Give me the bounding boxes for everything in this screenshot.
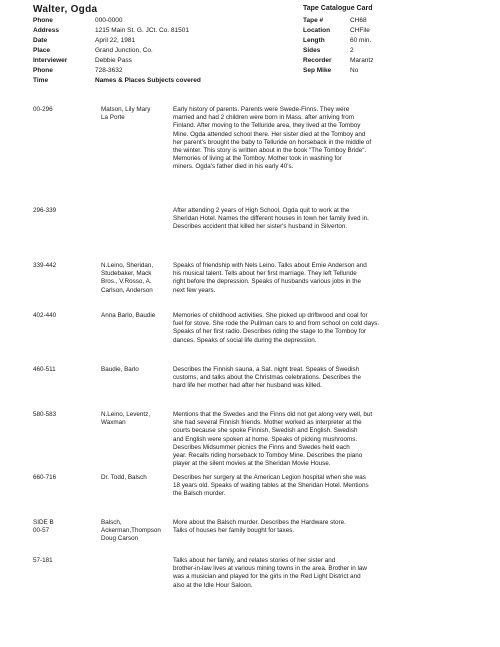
names-line: Bros., V.Rosso, A. [101,278,152,286]
names-line: Waxman [101,419,126,427]
subjects-covered [173,474,467,499]
subject-line: right before the depression. Speaks of husbands various jobs in the [173,278,361,286]
meta-row [303,66,373,76]
field-value: 000-0000 [95,17,123,24]
names-line: Studebaker, Mack [101,270,152,278]
subject-line: Finland. After moving to the Telluride area, they lived at the Tomboy [173,122,361,130]
subject-line: the Balsch murder. [173,490,226,498]
field-label: Address [33,27,60,34]
field-label: Phone [33,17,53,24]
field-value: CHFile [350,27,370,34]
interviewee-name: Walter, Ogda [33,4,98,15]
subjects-covered [173,366,467,391]
names-and-places [101,519,171,544]
meta-row [33,16,189,26]
card-title: Tape Catalogue Card [303,5,373,12]
subject-line: Memories of living at the Tomboy. Mother took in washing for [173,155,342,163]
field-label: Sides [303,47,321,54]
tape-time-range: 580-583 [33,411,57,418]
field-label: Place [33,47,50,54]
tape-time-range: 660-716 [33,474,57,481]
subject-line: his musical talent. Tells about her first marriage. They left Telluride [173,270,357,278]
meta-left [33,16,201,86]
subject-line: Talks about her family, and relates stories of her sister and [173,557,336,564]
field-value: 2 [350,47,354,54]
names-line: Matson, Lily Mary [101,106,151,113]
field-value: Debbie Pass [95,57,132,64]
tape-time-range: 460-511 [33,366,56,373]
field-value: Marantz [350,57,374,64]
field-value: April 22, 1981 [95,37,136,44]
names-line: Dr. Todd, Balsch [101,474,147,481]
subject-line: also at the Idle Hour Saloon. [173,581,253,589]
tape-time-range: 402-440 [33,312,57,319]
field-value: 728-3632 [95,67,123,74]
subject-line: year. Recalls riding horseback to Tomboy Mine. Describes the piano [173,452,363,460]
names-and-places [101,106,171,122]
subject-line: the winter. This story is written about in the book "The Tomboy Bride". [173,147,367,155]
subject-line: Describes Midsummer picnics the Finns and Swedes held each [173,443,350,451]
subject-line: fuel for stove. She rode the Pullman cars to and from school on cold days. [173,320,380,328]
subject-line: Sheridan Hotel. Names the different houses in town her family lived in. [173,215,369,223]
meta-row [33,36,189,46]
field-label: Interviewer [33,57,68,64]
subjects-covered [173,519,467,535]
meta-row [33,76,201,86]
subject-line: Describes accident that killed her sister's husband in Silverton. [173,223,348,231]
field-label: Date [33,37,48,44]
field-value: Grand Junction, Co. [95,47,153,54]
subjects-covered [173,207,467,232]
names-and-places [101,312,171,320]
subjects-covered [173,106,467,172]
meta-row [33,56,189,66]
meta-right [303,16,373,76]
names-and-places [101,366,171,374]
subject-line: she had several Finnish friends. Mother worked as interpreter at the [173,419,362,427]
meta-row [33,46,189,56]
subject-line: player at the silent movies at the Sheridan Movie House. [173,460,331,468]
subject-line: hard life her mother had after her husband was killed. [173,382,322,390]
field-label: Sep Mike [303,67,332,74]
subject-line: was a musician and played for the girls in the Red Light District and [173,573,361,581]
tape-time-range: 339-442 [33,262,57,269]
subjects-covered [173,262,467,295]
field-value: No [350,67,359,74]
names-line: Ackerman,Thompson [101,527,161,535]
names-line: Anna Barlo, Baudie [101,312,156,319]
tape-time-range: 296-339 [33,207,57,214]
subjects-covered [173,411,467,468]
meta-row [303,36,373,46]
meta-row [303,46,373,56]
subject-line: Mine. Ogda attended school there. Her sister died at the Tomboy and [173,130,366,138]
subject-line: 18 years old. Speaks of waiting tables at the Sheridan Hotel. Mentions [173,482,369,490]
field-label: Time [33,77,49,84]
names-line: Balsch, [101,519,122,526]
subject-line: Memories of childhood activities. She picked up driftwood and coal for [173,312,368,319]
field-label: Recorder [303,57,332,64]
subject-line: next few years. [173,286,216,294]
subject-line: After attending 2 years of High School, Ogda quit to work at the [173,207,350,214]
names-line: N.Leino, Sheridan, [101,262,154,269]
tape-time-range: 57-181 [33,557,53,564]
meta-row [303,16,373,26]
field-label: Location [303,27,331,34]
field-value: CH68 [350,17,367,24]
subject-line: customs, and talks about the Christmas celebrations. Describes the [173,374,361,382]
meta-row [303,26,373,36]
subject-line: courts because she spoke Finnish, Swedish and English. Swedish [173,427,358,435]
field-value: 60 min. [350,37,372,44]
names-and-places [101,474,171,482]
subjects-covered [173,312,467,345]
names-line: Baudie, Barlo [101,366,139,373]
subject-line: miners. Ogda's father died in his early 40's. [173,163,294,171]
field-value: 1215 Main St. G. JCt. Co. 81501 [95,27,189,34]
subject-line: and English were spoken at home. Speaks of picking mushrooms. [173,435,358,443]
subject-line: Describes her surgery at the American Legion hospital when she was [173,474,366,481]
subjects-covered [173,557,467,590]
subject-line: Speaks of her first radio. Describes riding the stage to the Tomboy for [173,328,367,336]
subject-line: married and had 2 children were born in Mass. after arriving from [173,114,354,122]
subject-line: her parent's brought the baby to Telluride on horseback in the middle of [173,138,372,146]
names-and-places [101,262,171,295]
names-line: N.Leino, Leventz, [101,411,151,418]
field-label: Phone [33,67,53,74]
meta-row [303,56,373,66]
subject-line: dances. Speaks of social life during the depression. [173,336,317,344]
field-label: Tape # [303,17,324,24]
column-headings: Names & Places Subjects covered [95,77,201,84]
subject-line: Describes the Finnish sauna, a Sat. night treat. Speaks of Swedish [173,366,360,373]
tape-time-range: SIDE B 00-57 [33,519,54,535]
names-line: La Porte [101,114,125,122]
names-line: Doug Carson [101,535,139,543]
subject-line: Early history of parents. Parents were Swede-Finns. They were [173,106,350,113]
names-and-places [101,411,171,427]
subject-line: Talks of houses her family bought for taxes. [173,527,295,535]
tape-time-range: 00-296 [33,106,53,113]
names-line: Carlson, Anderson [101,286,153,294]
subject-line: Speaks of friendship with Nels Leino. Talks about Ernie Anderson and [173,262,367,269]
subject-line: Mentions that the Swedes and the Finns did not get along very well, but [173,411,373,418]
meta-row [33,66,189,76]
subject-line: More about the Balsch murder. Describes the Hardware store. [173,519,346,526]
subject-line: brother-in-law lives at various mining towns in the area. Brother in law [173,565,367,573]
meta-row [33,26,189,36]
field-label: Length [303,37,325,44]
